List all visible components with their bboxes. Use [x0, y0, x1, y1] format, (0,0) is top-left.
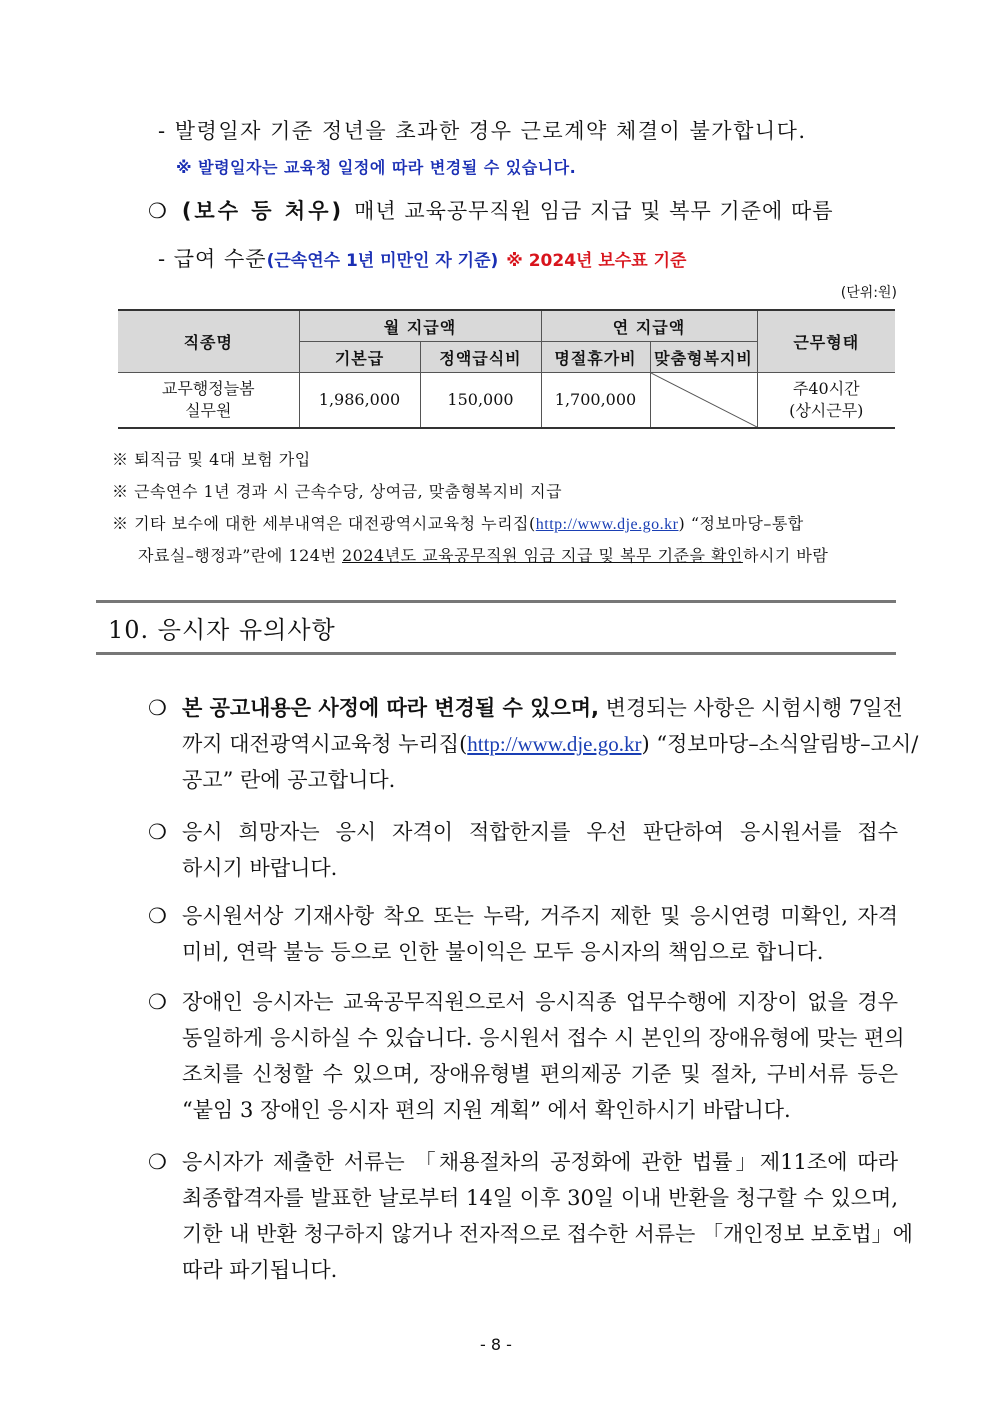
header-meal-allowance: 정액급식비 — [420, 342, 541, 373]
pay-section-title — [148, 195, 834, 225]
pay-table — [118, 309, 895, 429]
list-item: ❍ 응시자가 제출한 서류는 「채용절차의 공정화에 관한 법률」제11조에 따라 최종합격자를 발표한 날로부터 14일 이후 30일 이내 반환을 청구할 수 있으며, 기한 내 반환 청구하지 않거나 전자적으로 접수한 서류는 「개인정보 보호법」에 따라 파기됩니다. — [148, 1144, 898, 1288]
list-item: ❍ 응시 희망자는 응시 자격이 적합한지를 우선 판단하여 응시원서를 접수 하시기 바랍니다. — [148, 814, 898, 886]
header-work-type: 근무형태 — [757, 310, 895, 373]
header-welfare: 맞춤형복지비 — [650, 342, 757, 373]
age-limit-line: - 발령일자 기준 정년을 초과한 경우 근로계약 체결이 불가합니다. — [158, 119, 807, 143]
pay-level-prefix: - 급여 수준 — [158, 247, 267, 271]
list-item: ❍ 응시원서상 기재사항 착오 또는 누락, 거주지 제한 및 응시연령 미확인, 자격 미비, 연락 불능 등으로 인한 불이익은 모두 응시자의 책임으로 합니다. — [148, 898, 898, 970]
circle-bullet-icon: ❍ — [148, 696, 167, 720]
section-heading: 10. 응시자 유의사항 — [108, 616, 336, 644]
cell-welfare-empty — [650, 373, 757, 429]
cell-work-type: 주40시간 (상시근무) — [757, 373, 895, 429]
header-holiday-bonus: 명절휴가비 — [541, 342, 650, 373]
dje-link[interactable]: http://www.dje.go.kr — [467, 732, 642, 756]
heading-rule-bottom — [96, 652, 896, 655]
circle-bullet-icon: ❍ — [148, 904, 167, 928]
cell-meal-allowance: 150,000 — [420, 373, 541, 429]
unit-label: (단위:원) — [840, 285, 897, 301]
pay-section-label: (보수 등 처우) — [181, 199, 345, 223]
list-item: ❍ 본 공고내용은 사정에 따라 변경될 수 있으며, 변경되는 사항은 시험시행 7일전 까지 대전광역시교육청 누리집(http://www.dje.go.kr) “정보마당–소식알림방–고시/ 공고” 란에 공고합니다. — [148, 690, 898, 798]
header-base-pay: 기본급 — [299, 342, 420, 373]
circle-bullet-icon: ❍ — [148, 820, 167, 844]
heading-rule-top — [96, 600, 896, 603]
page-number: - 8 - — [480, 1335, 512, 1354]
circle-bullet-icon: ❍ — [148, 1150, 167, 1174]
circle-bullet-icon: ❍ — [148, 199, 168, 223]
dje-link[interactable]: http://www.dje.go.kr — [535, 516, 679, 533]
list-item: ❍ 장애인 응시자는 교육공무직원으로서 응시직종 업무수행에 지장이 없을 경우 동일하게 응시하실 수 있습니다. 응시원서 접수 시 본인의 장애유형에 맞는 편의 조치를 신청할 수 있으며, 장애유형별 편의제공 기준 및 절차, 구비서류 등은 “붙임 3 장애인 응시자 편의 지원 계획” 에서 확인하시기 바랍니다. — [148, 984, 898, 1128]
pay-level-line — [158, 243, 686, 273]
pay-level-year-note: ※ 2024년 보수표 기준 — [506, 251, 687, 271]
pay-section-desc: 매년 교육공무직원 임금 지급 및 복무 기준에 따름 — [354, 199, 834, 223]
header-job: 직종명 — [118, 310, 299, 373]
diagonal-slash-icon — [651, 373, 757, 427]
circle-bullet-icon: ❍ — [148, 990, 167, 1014]
footnote-details-cont: 자료실–행정과”란에 124번 2024년도 교육공무직원 임금 지급 및 복무 기준을 확인하시기 바람 — [138, 546, 829, 565]
footnote-allowance: ※ 근속연수 1년 경과 시 근속수당, 상여금, 맞춤형복지비 지급 — [112, 482, 563, 501]
footnote-details: ※ 기타 보수에 대한 세부내역은 대전광역시교육청 누리집(http://www.dje.go.kr) “정보마당–통합 — [112, 514, 804, 533]
cell-base-pay: 1,986,000 — [299, 373, 420, 429]
footnote-insurance: ※ 퇴직금 및 4대 보험 가입 — [112, 450, 311, 469]
cell-job: 교무행정늘봄 실무원 — [118, 373, 299, 429]
pay-level-basis: (근속연수 1년 미만인 자 기준) — [266, 251, 499, 271]
issue-date-note: ※ 발령일자는 교육청 일정에 따라 변경될 수 있습니다. — [176, 158, 577, 177]
cell-holiday-bonus: 1,700,000 — [541, 373, 650, 429]
header-yearly: 연 지급액 — [541, 310, 757, 342]
table-row — [118, 373, 895, 429]
header-monthly: 월 지급액 — [299, 310, 541, 342]
